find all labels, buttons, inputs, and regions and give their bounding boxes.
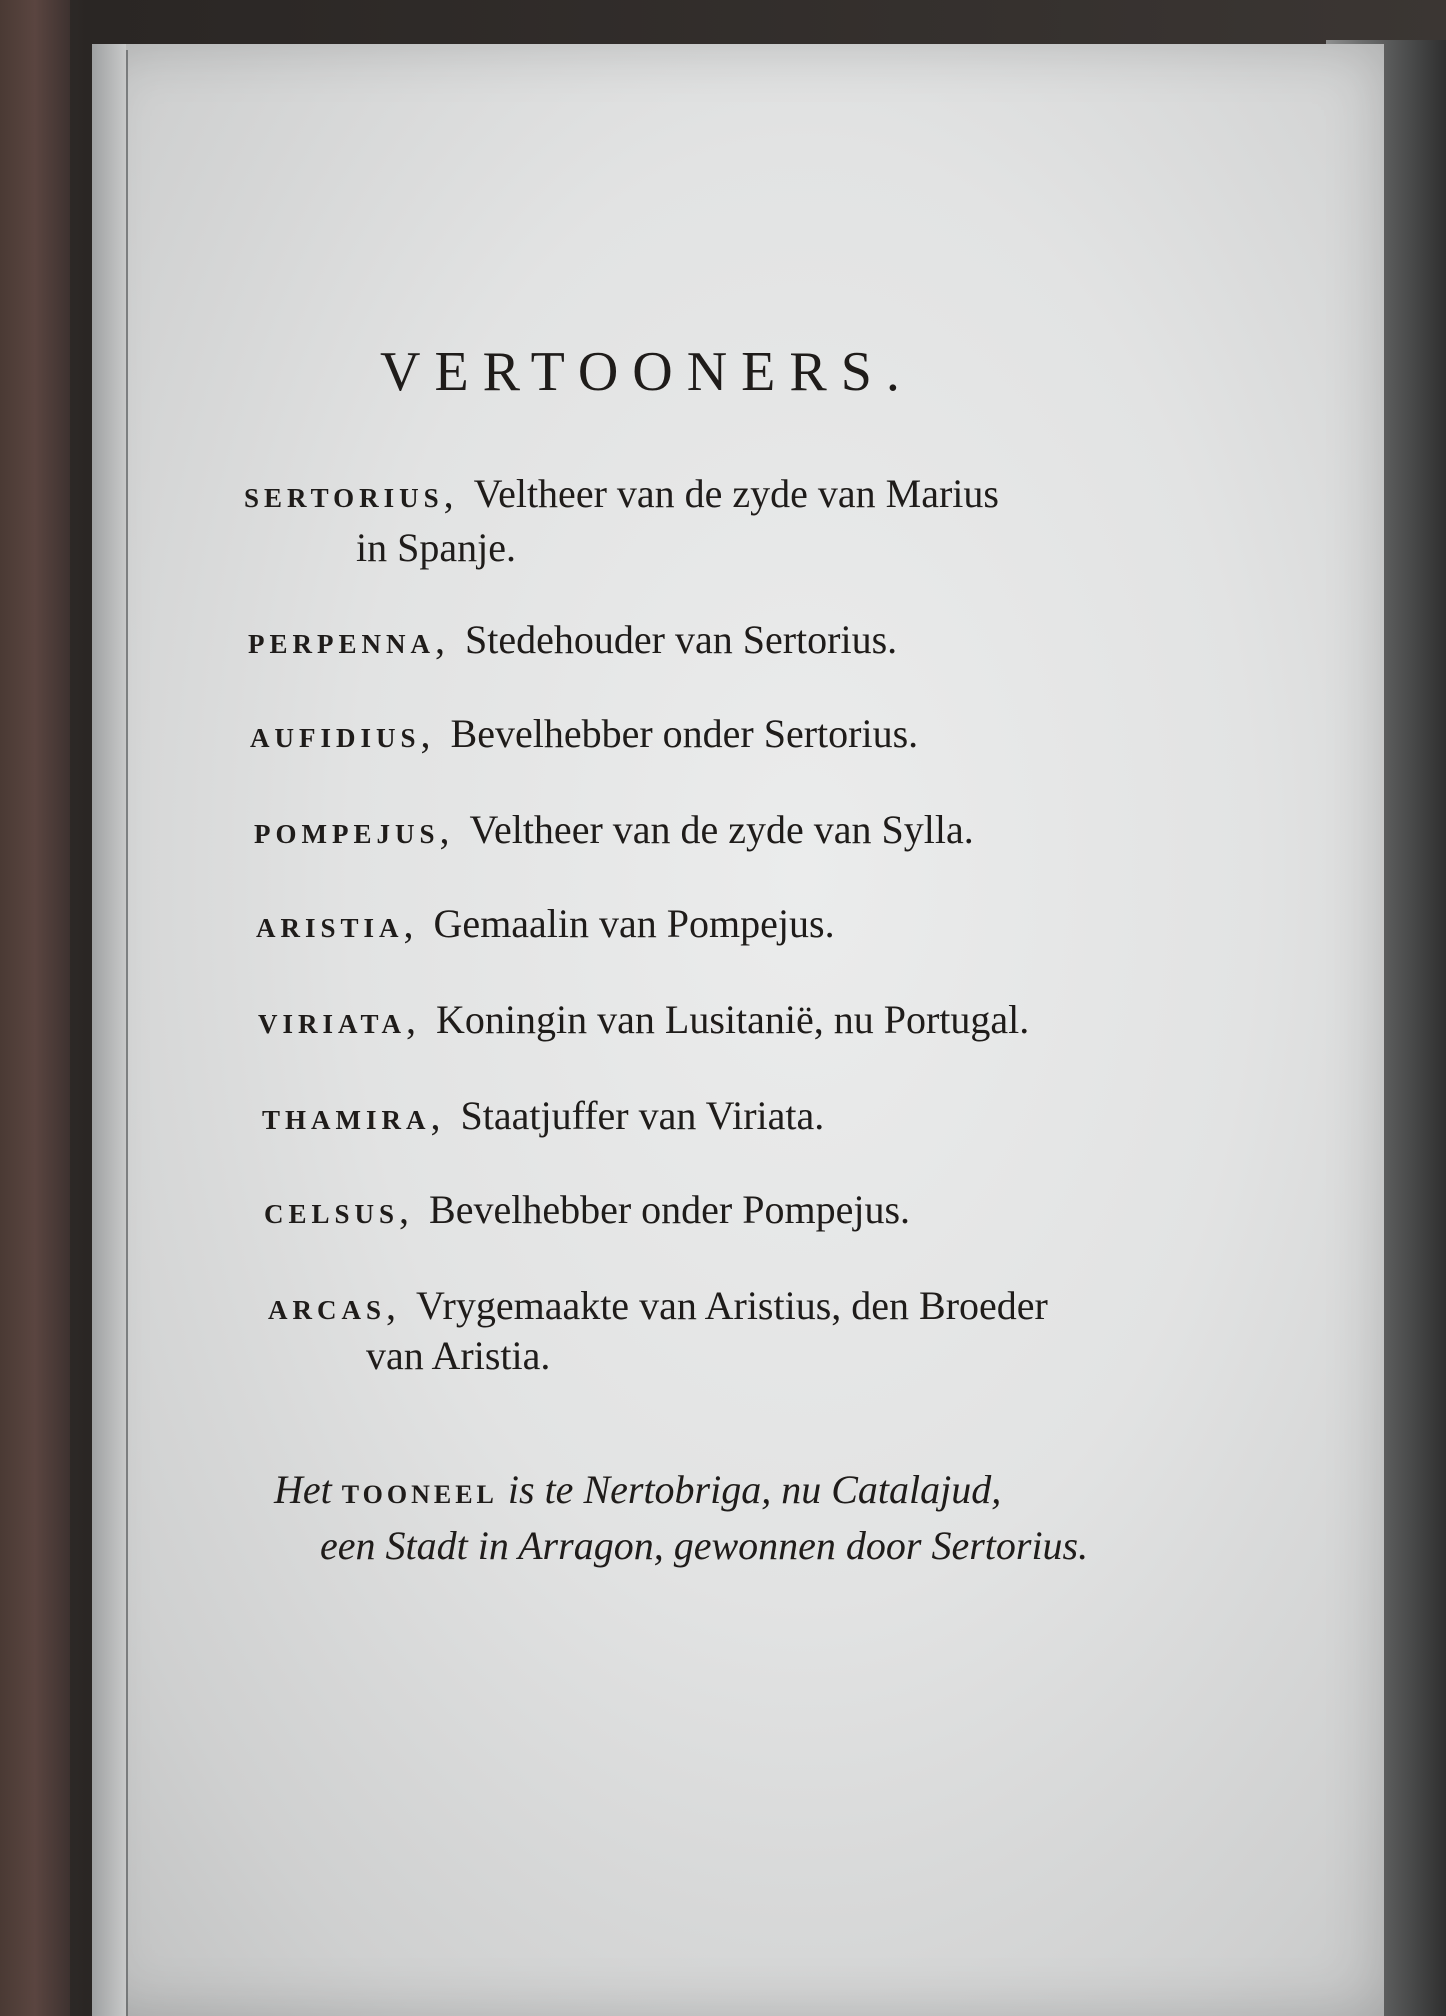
comma: , (430, 1093, 441, 1138)
character-name: ARCAS (268, 1295, 387, 1325)
comma: , (439, 807, 450, 852)
character-role: Gemaalin van Pompejus. (433, 901, 835, 946)
character-entry-aufidius (250, 708, 918, 764)
book-binding (0, 0, 70, 2016)
character-entry-thamira (262, 1090, 824, 1146)
comma: , (399, 1187, 410, 1232)
comma: , (386, 1283, 397, 1328)
character-role: Staatjuffer van Viriata. (460, 1093, 825, 1138)
character-entry-sertorius (244, 468, 999, 524)
scene-line1-rest: is te Nertobriga, nu Catalajud, (507, 1467, 1002, 1512)
character-entry-perpenna (248, 614, 897, 670)
comma: , (403, 901, 414, 946)
character-name: ARISTIA (256, 913, 404, 943)
scene-caps: TOONEEL (341, 1480, 498, 1509)
comma: , (420, 711, 431, 756)
character-role: Veltheer van de zyde van Sylla. (469, 807, 974, 852)
character-name: PERPENNA (248, 629, 435, 659)
character-name: SERTORIUS (244, 483, 444, 513)
character-continuation: in Spanje. (356, 525, 516, 570)
character-name: THAMIRA (262, 1105, 431, 1135)
character-continuation: van Aristia. (366, 1333, 551, 1378)
character-name: POMPEJUS (254, 819, 440, 849)
scene-pre: Het (274, 1467, 332, 1512)
page-heading: VERTOONERS. (380, 341, 914, 403)
character-name: CELSUS (264, 1199, 400, 1229)
character-role: Vrygemaakte van Aristius, den Broeder (416, 1283, 1048, 1328)
scene-line-2: een Stadt in Arragon, gewonnen door Sertorius. (320, 1523, 1089, 1568)
character-role: Bevelhebber onder Pompejus. (429, 1187, 911, 1232)
comma: , (435, 617, 445, 662)
comma: , (406, 997, 417, 1042)
comma: , (443, 471, 454, 516)
character-entry-viriata (258, 994, 1029, 1050)
page-fold-line (126, 50, 128, 2016)
character-role: Stedehouder van Sertorius. (465, 617, 898, 662)
character-name: VIRIATA (258, 1009, 407, 1039)
character-name: AUFIDIUS (250, 723, 421, 753)
character-entry-celsus (264, 1184, 910, 1240)
character-role: Bevelhebber onder Sertorius. (450, 711, 919, 756)
character-role: Koningin van Lusitanië, nu Portugal. (436, 997, 1030, 1042)
character-role: Veltheer van de zyde van Marius (473, 471, 999, 516)
page-left-margin (92, 44, 126, 2016)
scene-line-1 (274, 1462, 1001, 1523)
character-entry-arcas (268, 1280, 1048, 1336)
character-entry-pompejus (254, 804, 974, 860)
character-entry-aristia (256, 898, 835, 954)
